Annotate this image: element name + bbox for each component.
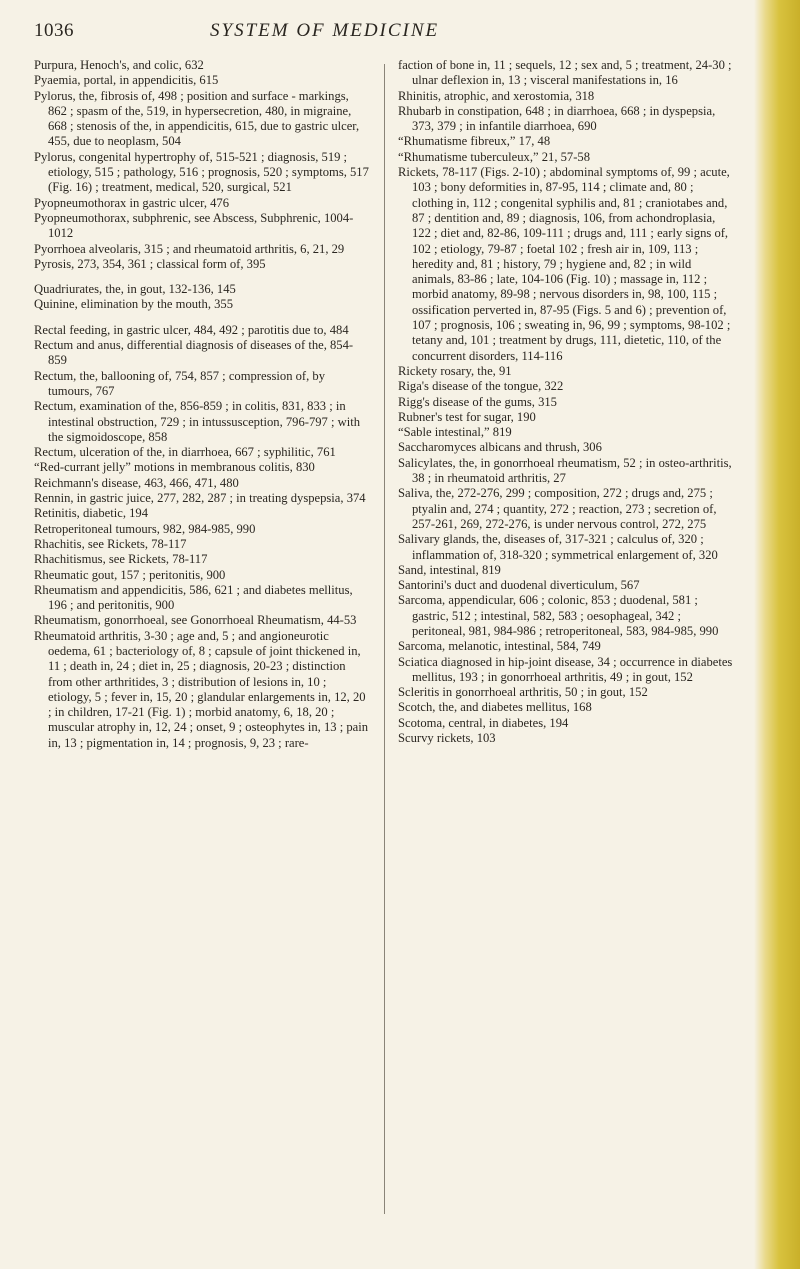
index-columns [34,58,744,1258]
index-entry: Salicylates, the, in gonorrhoeal rheumatism, 52 ; in osteo-arthritis, 38 ; in rheumatoid arthritis, 27 [398,455,732,486]
index-entry: “Rhumatisme tuberculeux,” 21, 57-58 [398,149,591,164]
index-entry: faction of bone in, 11 ; sequels, 12 ; sex and, 5 ; treatment, 24-30 ; ulnar deflexion in, 13 ; visceral manifestations in, 16 [398,58,732,88]
index-entry: Rectal feeding, in gastric ulcer, 484, 492 ; parotitis due to, 484 [34,322,349,337]
index-entry: Rheumatoid arthritis, 3-30 ; age and, 5 ; and angioneurotic oedema, 61 ; bacteriology of, 8 ; capsule of joint thickened in, 11 ; death in, 24 ; diet in, 25 ; diagnosis, 20-23 ; distinction from other arthritides, 3 ; distribution of lesions in, 10 ; etiology, 5 ; fever in, 15, 20 ; glandular enlargements in, 12, 20 ; in children, 17-21 (Fig. 1) ; morbid anatomy, 6, 18, 20 ; muscular atrophy in, 12, 24 ; onset, 9 ; osteophytes in, 13 ; pain in, 13 ; pigmentation in, 14 ; prognosis, 9, 23 ; rare- [34,628,369,750]
index-entry: Scotoma, central, in diabetes, 194 [398,715,569,730]
index-entry: Pyopneumothorax in gastric ulcer, 476 [34,195,230,210]
index-entry: Rennin, in gastric juice, 277, 282, 287 ; in treating dyspepsia, 374 [34,491,366,506]
index-entry: Riga's disease of the tongue, 322 [398,379,564,394]
index-entry: Pyrosis, 273, 354, 361 ; classical form of, 395 [34,256,266,271]
index-entry: Santorini's duct and duodenal diverticulum, 567 [398,578,640,593]
index-entry: Reichmann's disease, 463, 466, 471, 480 [34,475,239,490]
index-entry: Rheumatic gout, 157 ; peritonitis, 900 [34,567,226,582]
index-entry: Rhubarb in constipation, 648 ; in diarrhoea, 668 ; in dyspepsia, 373, 379 ; in infantile diarrhoea, 690 [398,103,716,134]
index-entry: Rickets, 78-117 (Figs. 2-10) ; abdominal symptoms of, 99 ; acute, 103 ; bony deformities in, 87-95, 114 ; climate and, 80 ; clothing in, 112 ; congenital syphilis and, 81 ; craniotabes and, 87 ; dentition and, 89 ; diagnosis, 106, from achondroplasia, 122 ; diet and, 82-86, 109-111 ; drugs and, 111 ; early signs of, 102 ; etiology, 79-87 ; foetal 102 ; fresh air in, 109, 113 ; heredity and, 81 ; history, 79 ; hygiene and, 82 ; in wild animals, 83-86 ; late, 104-106 (Fig. 10) ; massage in, 112 ; morbid anatomy, 89-98 ; nervous disorders in, 98, 100, 115 ; ossification perverted in, 87-95 (Figs. 5 and 6) ; prevention of, 107 ; prognosis, 106 ; sweating in, 96, 99 ; symptoms, 98-102 ; tetany and, 101 ; treatment by drugs, 111, dietetic, 110, of the concurrent disorders, 114-116 [398,165,731,363]
running-title: SYSTEM OF MEDICINE [210,20,440,41]
index-entry: Pyopneumothorax, subphrenic, see Abscess, Subphrenic, 1004-1012 [34,210,354,241]
index-entry: Pyorrhoea alveolaris, 315 ; and rheumatoid arthritis, 6, 21, 29 [34,241,345,256]
index-entry: Rhachitismus, see Rickets, 78-117 [34,552,208,567]
index-entry: Rectum, ulceration of the, in diarrhoea, 667 ; syphilitic, 761 [34,445,336,460]
left-column [34,58,370,751]
index-entry: “Rhumatisme fibreux,” 17, 48 [398,134,551,149]
index-entry: Scleritis in gonorrhoeal arthritis, 50 ; in gout, 152 [398,685,648,700]
page-header [34,18,754,44]
index-entry: Rhinitis, atrophic, and xerostomia, 318 [398,88,595,103]
index-entry: Pylorus, the, fibrosis of, 498 ; position and surface - markings, 862 ; spasm of the, 519, in hypersecretion, 480, in migraine, 668 ; stenosis of the, in appendicitis, 615, due to gastric ulcer, 455, due to neoplasm, 504 [34,88,360,149]
index-entry: Sand, intestinal, 819 [398,562,501,577]
index-entry: Quinine, elimination by the mouth, 355 [34,297,234,312]
index-entry: Scurvy rickets, 103 [398,731,496,746]
index-entry: Sciatica diagnosed in hip-joint disease, 34 ; occurrence in diabetes mellitus, 193 ; in gonorrhoeal arthritis, 49 ; in gout, 152 [398,654,733,684]
page-edge-tint [754,0,800,1269]
index-entry: Retinitis, diabetic, 194 [34,506,149,521]
index-entry: Quadriurates, the, in gout, 132-136, 145 [34,282,236,297]
index-entry: Rectum, examination of the, 856-859 ; in colitis, 831, 833 ; in intestinal obstruction, 729 ; in intussusception, 796-797 ; with the sigmoidoscope, 858 [34,399,361,444]
index-entry: Pyaemia, portal, in appendicitis, 615 [34,73,219,88]
index-entry: Saliva, the, 272-276, 299 ; composition, 272 ; drugs and, 275 ; ptyalin and, 274 ; quantity, 272 ; reaction, 273 ; secretion of, 257-261, 269, 272-276, is under nervous control, 272, 275 [398,486,717,531]
index-entry: Rhachitis, see Rickets, 78-117 [34,536,187,551]
index-entry: Salivary glands, the, diseases of, 317-321 ; calculus of, 320 ; inflammation of, 318-320 ; symmetrical enlargement of, 320 [398,532,718,562]
index-entry: “Sable intestinal,” 819 [398,425,512,440]
index-entry: Rectum, the, ballooning of, 754, 857 ; compression of, by tumours, 767 [34,368,326,398]
index-entry: Rigg's disease of the gums, 315 [398,394,557,409]
index-entry: Rheumatism and appendicitis, 586, 621 ; and diabetes mellitus, 196 ; and peritonitis, 900 [34,582,353,613]
index-entry: Rheumatism, gonorrhoeal, see Gonorrhoeal Rheumatism, 44-53 [34,613,357,628]
index-entry: Purpura, Henoch's, and colic, 632 [34,58,204,72]
right-column [398,58,734,746]
index-entry: Scotch, the, and diabetes mellitus, 168 [398,700,592,715]
index-entry: Rubner's test for sugar, 190 [398,409,536,424]
index-entry: Pylorus, congenital hypertrophy of, 515-521 ; diagnosis, 519 ; etiology, 515 ; pathology, 516 ; prognosis, 520 ; symptoms, 517 (Fig. 16) ; treatment, medical, 520, surgical, 521 [34,149,369,195]
column-divider [384,64,385,1214]
index-entry: Rickety rosary, the, 91 [398,363,512,378]
index-entry: “Red-currant jelly” motions in membranous colitis, 830 [34,460,315,475]
index-entry: Sarcoma, melanotic, intestinal, 584, 749 [398,639,601,654]
index-entry: Saccharomyces albicans and thrush, 306 [398,440,602,455]
index-entry: Sarcoma, appendicular, 606 ; colonic, 853 ; duodenal, 581 ; gastric, 512 ; intestinal, 582, 583 ; oesophageal, 342 ; peritoneal, 981, 984-986 ; retroperitoneal, 583, 984-985, 990 [398,593,719,638]
index-entry: Retroperitoneal tumours, 982, 984-985, 990 [34,521,256,536]
index-entry: Rectum and anus, differential diagnosis of diseases of the, 854-859 [34,338,354,368]
page-number: 1036 [34,20,74,41]
